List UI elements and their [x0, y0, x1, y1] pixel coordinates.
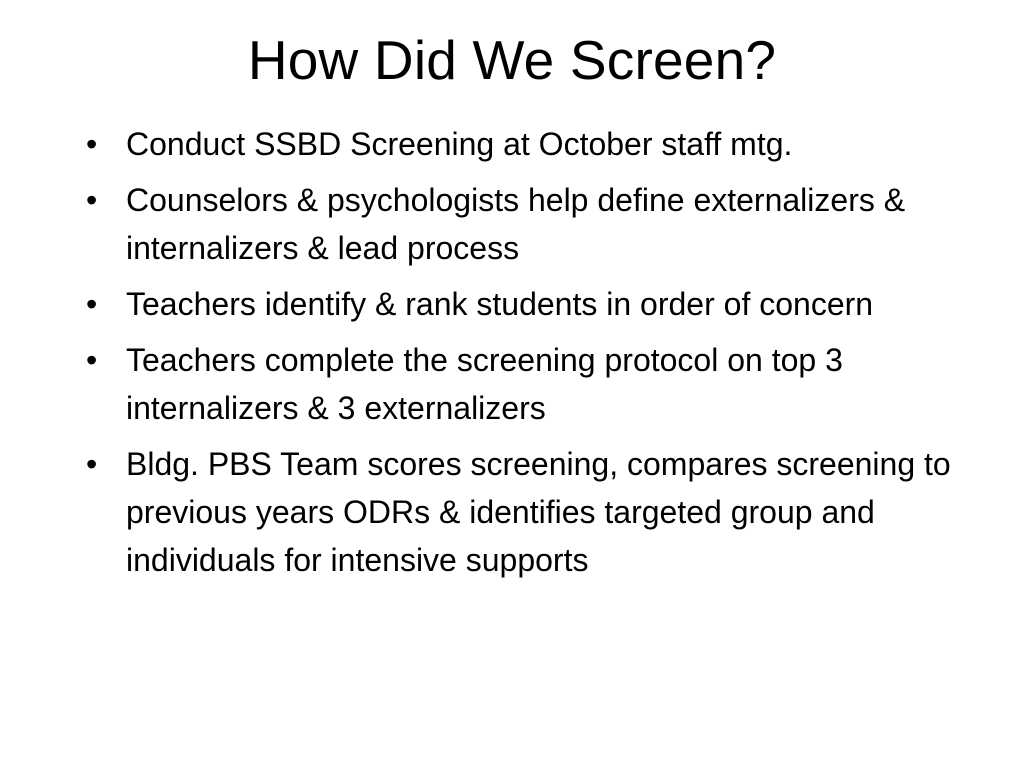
bullet-icon: • — [86, 182, 98, 218]
bullet-icon: • — [86, 342, 98, 378]
bullet-icon: • — [86, 286, 98, 322]
bullet-text: Teachers complete the screening protocol on top 3 internalizers & 3 externalizers — [126, 342, 843, 426]
bullet-icon: • — [86, 126, 98, 162]
slide-title: How Did We Screen? — [247, 29, 777, 91]
bullet-text: Counselors & psychologists help define externalizers & internalizers & lead process — [126, 182, 906, 266]
bullet-list — [0, 120, 1024, 592]
bullet-item — [0, 336, 1024, 432]
bullet-icon: • — [86, 446, 98, 482]
bullet-item — [0, 120, 1024, 168]
bullet-text: Conduct SSBD Screening at October staff mtg. — [126, 126, 793, 162]
bullet-text: Bldg. PBS Team scores screening, compares screening to previous years ODRs & identifies targeted group and individuals for intensive supports — [126, 446, 951, 578]
bullet-item — [0, 176, 1024, 272]
bullet-text: Teachers identify & rank students in order of concern — [126, 286, 874, 322]
bullet-item — [0, 440, 1024, 584]
bullet-item — [0, 280, 1024, 328]
